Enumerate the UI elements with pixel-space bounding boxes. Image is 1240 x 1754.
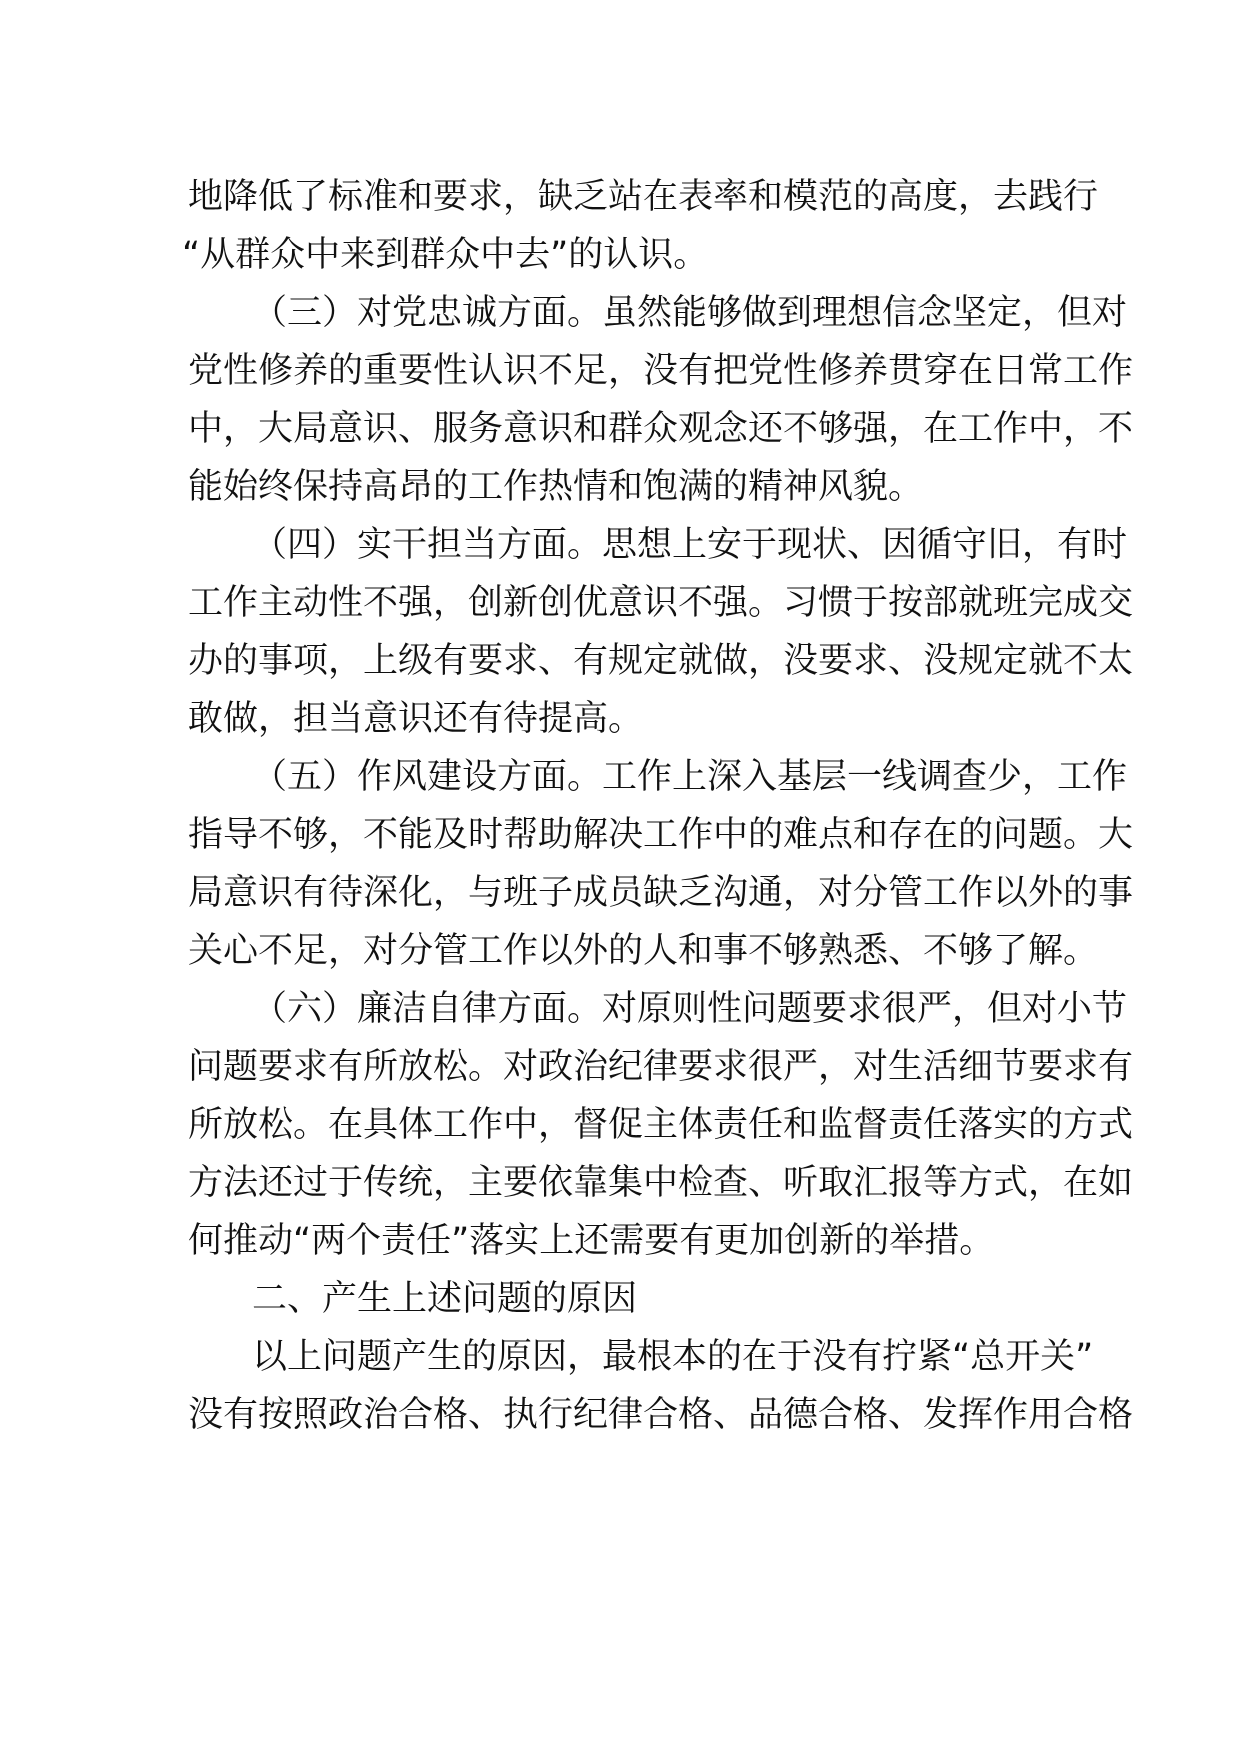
section-heading-causes: 二、产生上述问题的原因 — [252, 1279, 638, 1319]
text-line: 指导不够，不能及时帮助解决工作中的难点和存在的问题。大 — [188, 815, 1134, 855]
section-three-heading-line: （三）对党忠诚方面。虽然能够做到理想信念坚定，但对 — [252, 293, 1128, 333]
text-line: 何推动“两个责任”落实上还需要有更加创新的举措。 — [188, 1221, 995, 1261]
text-line: 敢做，担当意识还有待提高。 — [188, 699, 644, 739]
section-six-heading-line: （六）廉洁自律方面。对原则性问题要求很严，但对小节 — [252, 989, 1128, 1029]
section-four-heading-line: （四）实干担当方面。思想上安于现状、因循守旧，有时 — [252, 525, 1128, 565]
text-line: 能始终保持高昂的工作热情和饱满的精神风貌。 — [188, 467, 924, 507]
text-line: 关心不足，对分管工作以外的人和事不够熟悉、不够了解。 — [188, 931, 1099, 971]
text-line: 以上问题产生的原因，最根本的在于没有拧紧“总开关” — [252, 1337, 1094, 1377]
text-line: 工作主动性不强，创新创优意识不强。习惯于按部就班完成交 — [188, 583, 1134, 623]
text-line: 局意识有待深化，与班子成员缺乏沟通，对分管工作以外的事 — [188, 873, 1134, 913]
text-line: 地降低了标准和要求，缺乏站在表率和模范的高度，去践行 — [188, 177, 1099, 217]
text-line: 办的事项，上级有要求、有规定就做，没要求、没规定就不太 — [188, 641, 1134, 681]
text-line: 中，大局意识、服务意识和群众观念还不够强，在工作中，不 — [188, 409, 1134, 449]
text-line: 党性修养的重要性认识不足，没有把党性修养贯穿在日常工作 — [188, 351, 1134, 391]
text-line: “从群众中来到群众中去”的认识。 — [182, 235, 709, 275]
section-five-heading-line: （五）作风建设方面。工作上深入基层一线调查少，工作 — [252, 757, 1128, 797]
text-line: 没有按照政治合格、执行纪律合格、品德合格、发挥作用合格 — [188, 1395, 1134, 1435]
text-line: 所放松。在具体工作中，督促主体责任和监督责任落实的方式 — [188, 1105, 1134, 1145]
text-line: 问题要求有所放松。对政治纪律要求很严，对生活细节要求有 — [188, 1047, 1134, 1087]
text-line: 方法还过于传统，主要依靠集中检查、听取汇报等方式，在如 — [188, 1163, 1134, 1203]
